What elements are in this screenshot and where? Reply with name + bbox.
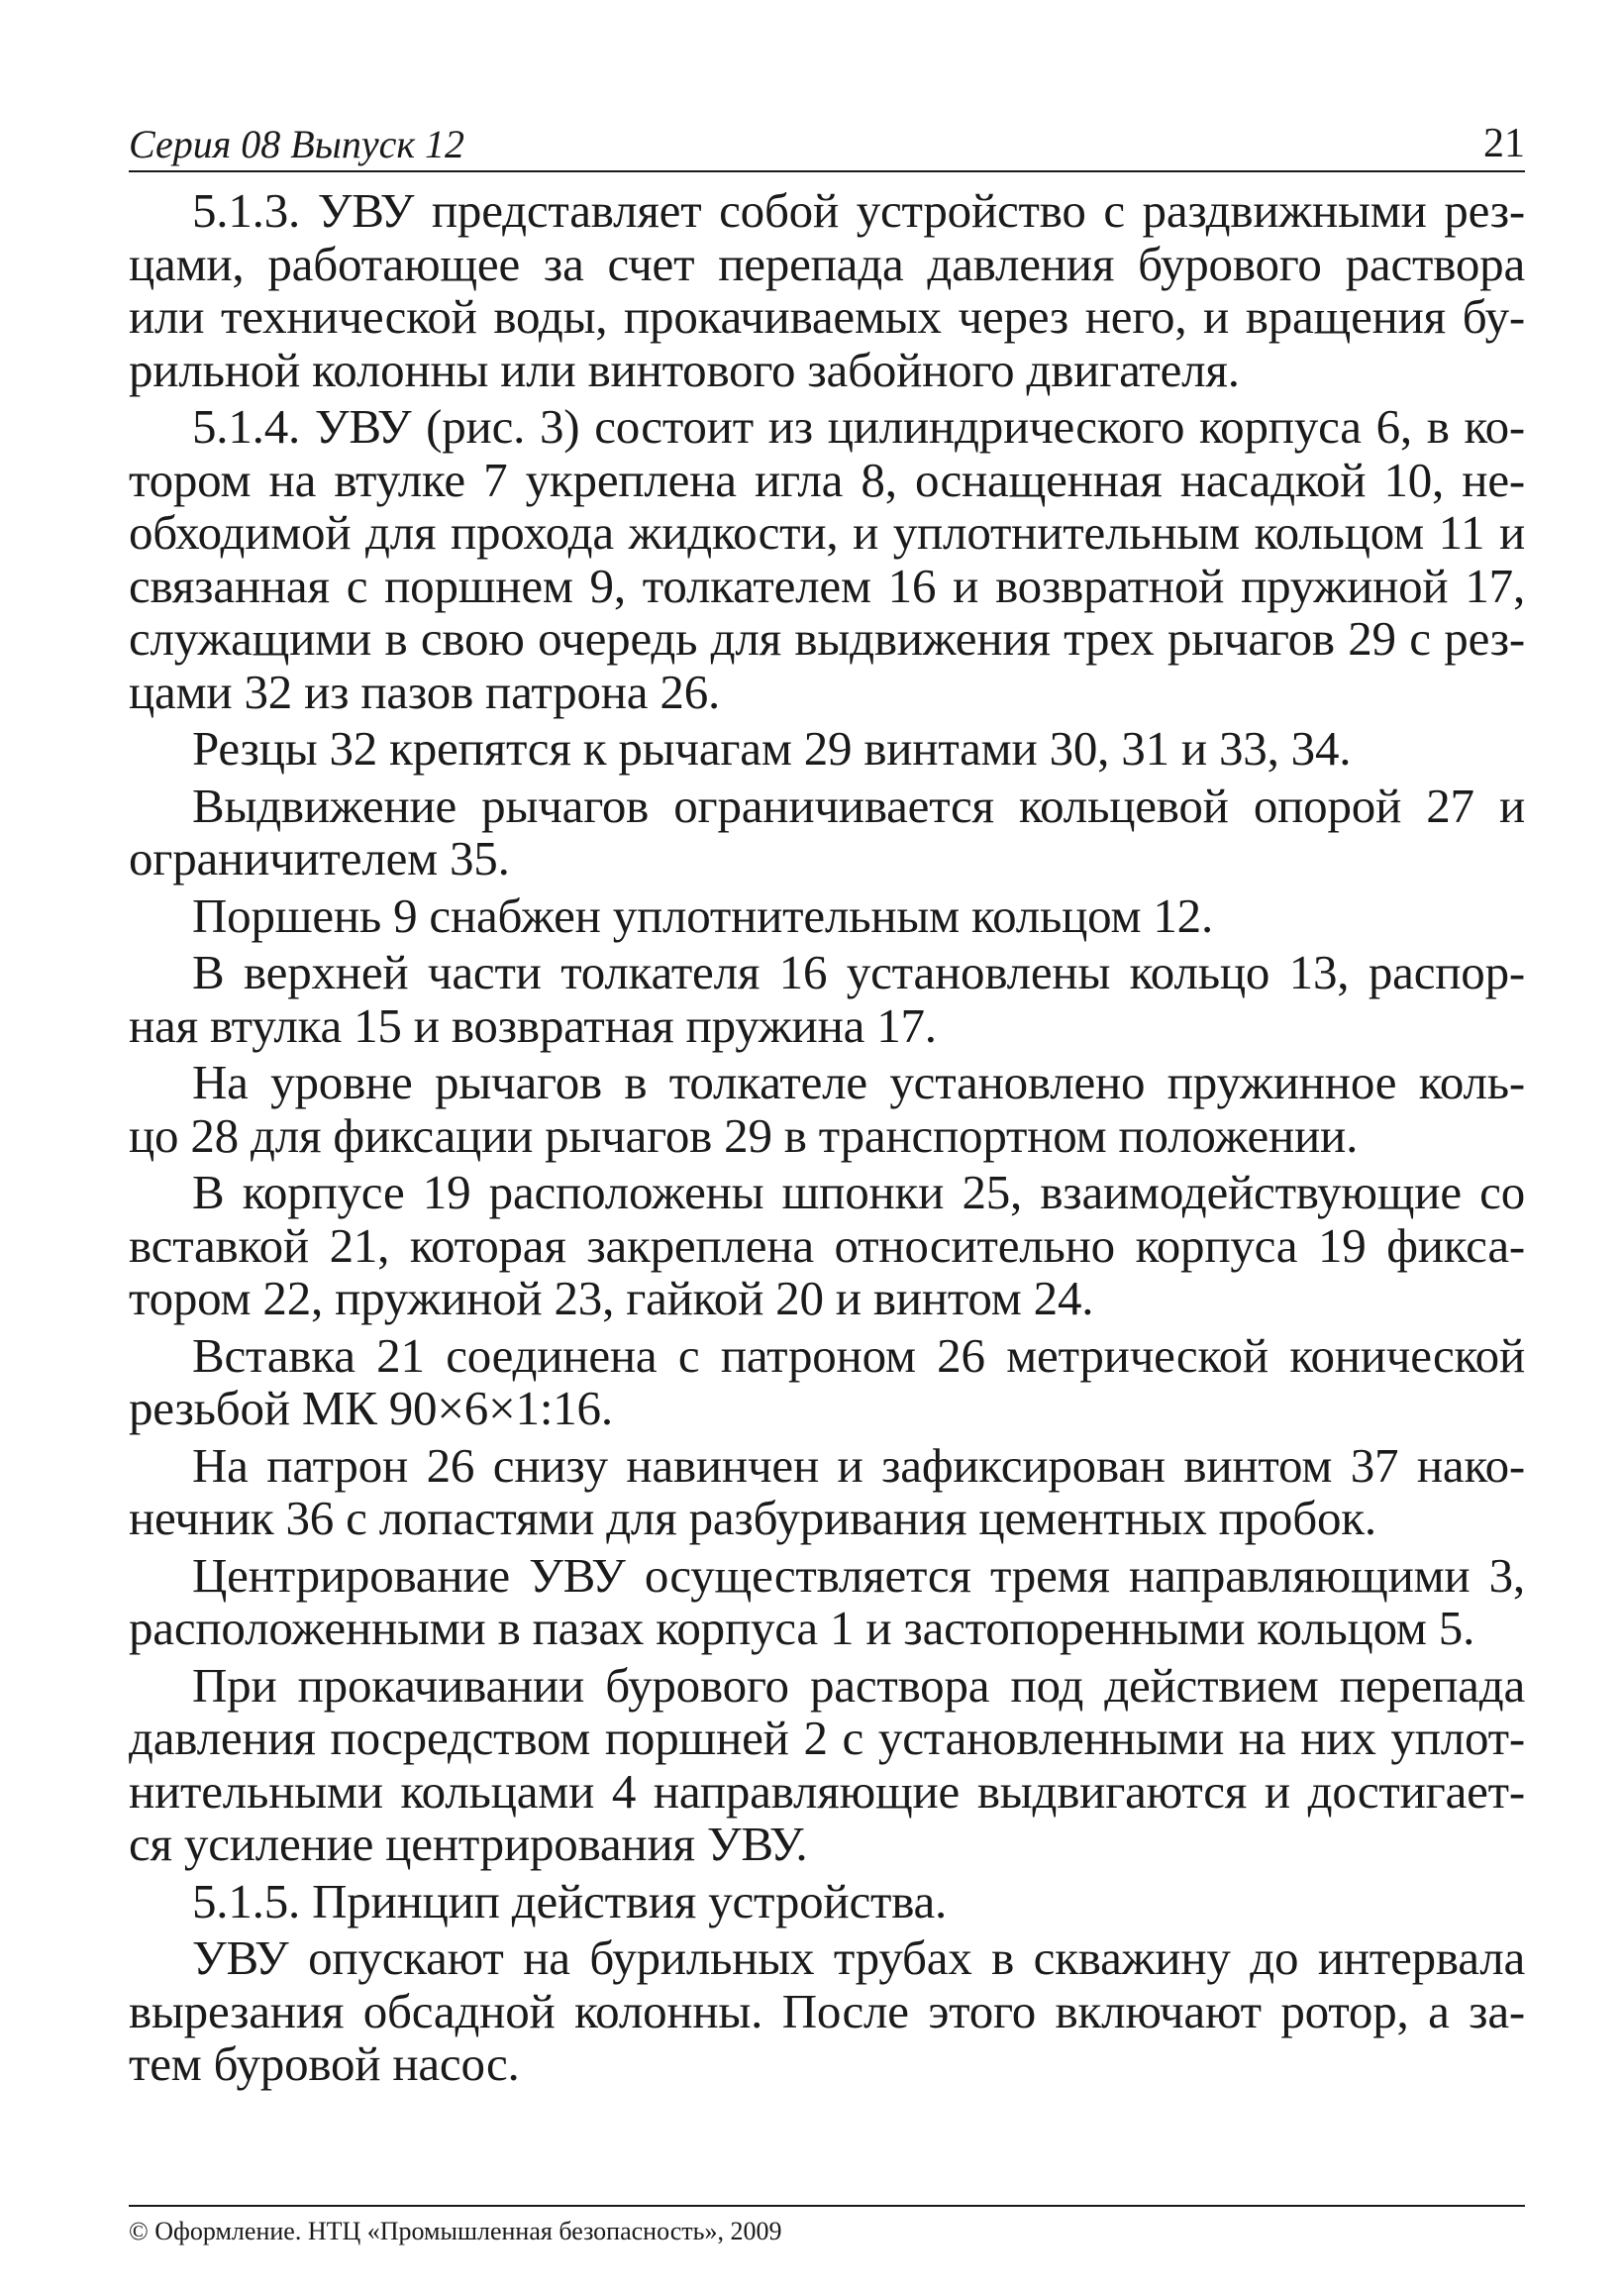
paragraph xyxy=(129,1659,1525,1871)
text-line: ограничителем 35. xyxy=(129,831,510,885)
paragraph xyxy=(129,1875,1525,1928)
text-line: давления посредством поршней 2 с установленными на них уплот- xyxy=(129,1711,1525,1765)
text-line: или технической воды, прокачиваемых через него, и вращения бу- xyxy=(129,289,1525,344)
text-line: На патрон 26 снизу навинчен и зафиксирован винтом 37 нако- xyxy=(192,1437,1525,1493)
body-text xyxy=(129,184,1525,2095)
text-line: тором 22, пружиной 23, гайкой 20 и винтом 24. xyxy=(129,1271,1094,1325)
text-line: 5.1.4. УВУ (рис. 3) состоит из цилиндрического корпуса 6, в ко- xyxy=(192,399,1525,454)
paragraph xyxy=(129,1931,1525,2091)
paragraph xyxy=(129,780,1525,885)
text-line: тором на втулке 7 укреплена игла 8, оснащенная насадкой 10, не- xyxy=(129,452,1525,507)
paragraph xyxy=(129,1166,1525,1325)
text-line: обходимой для прохода жидкости, и уплотнительным кольцом 11 и xyxy=(129,505,1525,560)
text-line: вырезания обсадной колонны. После этого включают ротор, а за- xyxy=(129,1983,1525,2038)
text-line: вставкой 21, которая закреплена относительно корпуса 19 фикса- xyxy=(129,1217,1525,1273)
text-line: Выдвижение рычагов ограничивается кольцевой опорой 27 и xyxy=(192,778,1525,833)
text-line: цо 28 для фиксации рычагов 29 в транспортном положении. xyxy=(129,1107,1359,1163)
page-number: 21 xyxy=(1483,121,1525,166)
text-line: расположенными в пазах корпуса 1 и застопоренными кольцом 5. xyxy=(129,1601,1475,1655)
paragraph xyxy=(129,1056,1525,1162)
text-line: нечник 36 с лопастями для разбуривания цементных пробок. xyxy=(129,1491,1376,1545)
paragraph xyxy=(129,722,1525,776)
paragraph xyxy=(129,889,1525,943)
text-line: ная втулка 15 и возвратная пружина 17. xyxy=(129,997,937,1053)
text-line: Поршень 9 снабжен уплотнительным кольцом 12. xyxy=(192,887,1214,943)
text-line: ся усиление центрирования УВУ. xyxy=(129,1817,808,1871)
paragraph xyxy=(129,1329,1525,1435)
paragraph xyxy=(129,1439,1525,1545)
text-line: служащими в свою очередь для выдвижения трех рычагов 29 с рез- xyxy=(129,611,1525,666)
text-line: связанная с поршнем 9, толкателем 16 и возвратной пружиной 17, xyxy=(129,558,1525,613)
text-line: В верхней части толкателя 16 установлены кольцо 13, распор- xyxy=(192,945,1525,999)
text-line: Центрирование УВУ осуществляется тремя направляющими 3, xyxy=(192,1547,1525,1603)
paragraph xyxy=(129,400,1525,718)
text-line: В корпусе 19 расположены шпонки 25, взаимодействующие со xyxy=(192,1165,1525,1219)
text-line: тем буровой насос. xyxy=(129,2036,520,2091)
footer-copyright: © Оформление. НТЦ «Промышленная безопасность», 2009 xyxy=(129,2205,1525,2246)
text-line: цами 32 из пазов патрона 26. xyxy=(129,664,721,719)
paragraph xyxy=(129,946,1525,1052)
text-line: нительными кольцами 4 направляющие выдвигаются и достигает- xyxy=(129,1763,1525,1819)
text-line: цами, работающее за счет перепада давления бурового раствора xyxy=(129,236,1525,291)
paragraph xyxy=(129,1549,1525,1655)
text-line: резьбой МК 90×6×1:16. xyxy=(129,1381,613,1435)
text-line: 5.1.5. Принцип действия устройства. xyxy=(192,1873,948,1928)
text-line: 5.1.3. УВУ представляет собой устройство с раздвижными рез- xyxy=(192,183,1525,238)
text-line: УВУ опускают на бурильных трубах в скважину до интервала xyxy=(192,1930,1525,1985)
paragraph xyxy=(129,184,1525,396)
text-line: Вставка 21 соединена с патроном 26 метрической конической xyxy=(192,1327,1525,1383)
text-line: Резцы 32 крепятся к рычагам 29 винтами 30, 31 и 33, 34. xyxy=(192,721,1352,776)
text-line: рильной колонны или винтового забойного двигателя. xyxy=(129,342,1240,397)
running-header xyxy=(129,115,1525,172)
text-line: На уровне рычагов в толкателе установлено пружинное коль- xyxy=(192,1055,1525,1109)
text-line: При прокачивании бурового раствора под действием перепада xyxy=(192,1657,1525,1713)
series-title: Серия 08 Выпуск 12 xyxy=(129,122,465,166)
